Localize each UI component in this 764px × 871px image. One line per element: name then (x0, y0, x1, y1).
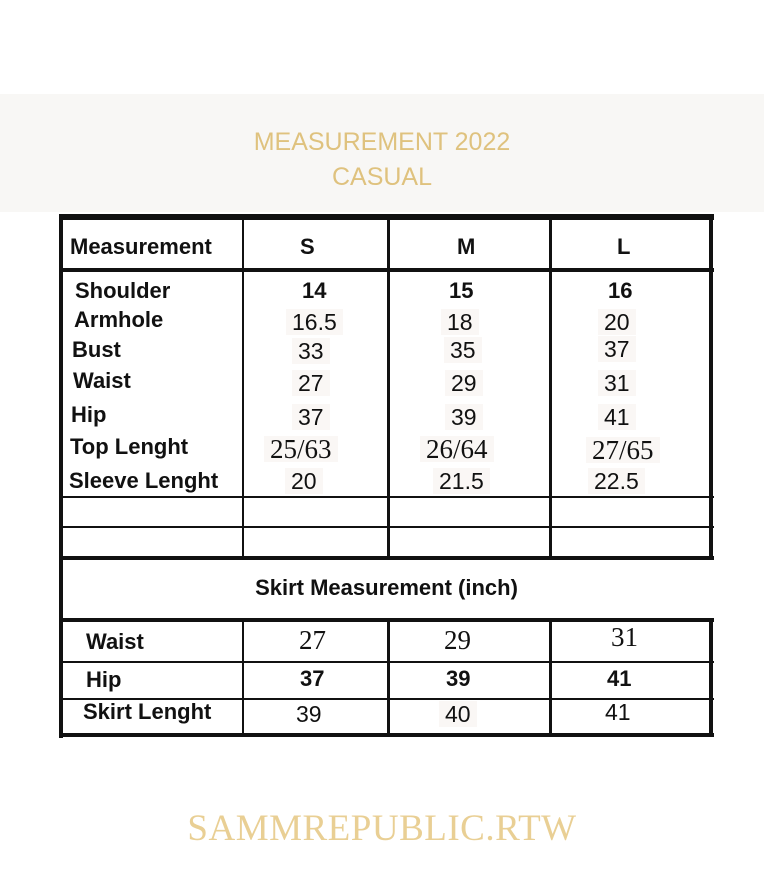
table-cell: 35 (444, 337, 482, 363)
column-divider (549, 214, 552, 560)
table-cell: 26/64 (420, 436, 494, 462)
table-cell: 39 (445, 404, 483, 430)
row-label: Waist (73, 368, 131, 393)
table-cell: 27 (299, 625, 326, 655)
table-cell: 39 (446, 666, 471, 691)
table-cell: 27 (292, 370, 330, 396)
column-divider (242, 214, 244, 560)
table-cell: 29 (444, 625, 471, 655)
table-cell: 37 (598, 336, 636, 362)
table-cell: 41 (607, 666, 632, 691)
table-cell: 14 (302, 278, 327, 303)
table-cell: 29 (445, 370, 483, 396)
table-cell: 27/65 (586, 437, 660, 463)
table-cell: 33 (292, 338, 330, 364)
page-title: MEASUREMENT 2022 (253, 128, 511, 156)
table-cell: 37 (300, 666, 325, 691)
table-cell: 21.5 (433, 468, 490, 494)
table-cell: 41 (598, 404, 636, 430)
row-label: Bust (72, 337, 121, 362)
table-cell: 31 (611, 622, 638, 652)
table-cell: 31 (598, 370, 636, 396)
column-header: M (457, 234, 476, 259)
brand-footer: SAMMREPUBLIC.RTW (187, 808, 577, 849)
row-label: Sleeve Lenght (69, 468, 219, 493)
table-border-left (59, 214, 63, 738)
table-cell: 18 (441, 309, 479, 335)
row-label: Top Lenght (70, 434, 189, 459)
row-label: Waist (86, 629, 144, 654)
table-cell: 39 (296, 701, 322, 727)
page-subtitle: CASUAL (331, 163, 433, 191)
row-label: Skirt Lenght (83, 699, 212, 724)
column-header: Measurement (70, 234, 212, 259)
table-cell: 41 (605, 699, 631, 725)
column-divider (549, 618, 552, 735)
column-divider (242, 618, 244, 735)
table-cell: 16.5 (286, 309, 343, 335)
table-border-right (709, 214, 713, 560)
row-label: Hip (71, 402, 107, 427)
table-cell: 37 (292, 404, 330, 430)
size-chart-table (59, 214, 714, 738)
column-divider (387, 214, 390, 560)
table-cell: 16 (608, 278, 633, 303)
table-border-right (709, 618, 713, 735)
row-label: Hip (86, 667, 122, 692)
table-cell: 25/63 (264, 436, 338, 462)
table-cell: 40 (439, 701, 477, 727)
table-cell: 15 (449, 278, 474, 303)
row-label: Shoulder (75, 278, 171, 303)
table-cell: 22.5 (588, 468, 645, 494)
table-cell: 20 (285, 468, 323, 494)
skirt-section-title: Skirt Measurement (inch) (255, 575, 518, 600)
column-divider (387, 618, 390, 735)
column-header: S (300, 234, 315, 259)
table-cell: 20 (598, 309, 636, 335)
row-label: Armhole (74, 307, 164, 332)
column-header: L (617, 234, 631, 259)
